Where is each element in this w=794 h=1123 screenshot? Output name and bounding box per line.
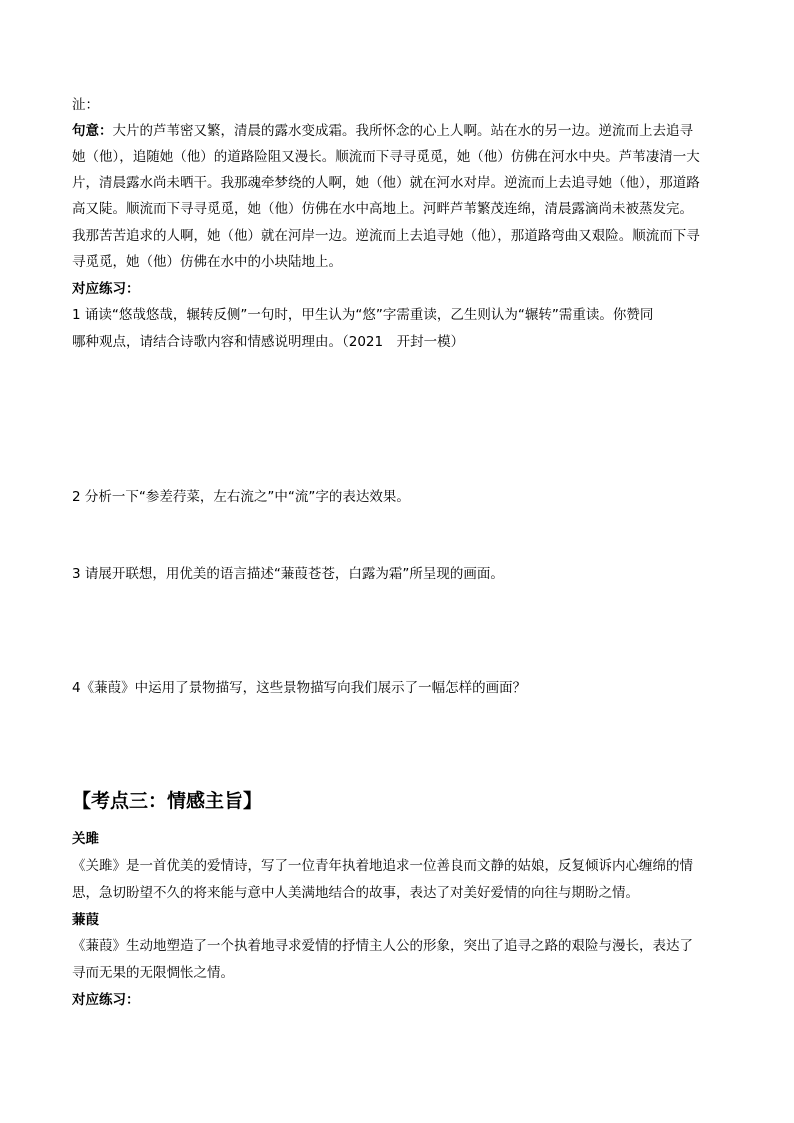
question-3: 3 请展开联想，用优美的语言描述“蒹葭苍苍，白露为霜”所呈现的画面。 [72,566,504,582]
meaning-line-1 [72,122,693,140]
section-heading: 【考点三：情感主旨】 [72,790,263,812]
meaning-label: 句意： [72,123,113,139]
question-2: 2 分析一下“参差荇菜，左右流之”中“流”字的表达效果。 [72,489,410,505]
jianjia-line-2: 寻而无果的无限惆怅之情。 [72,965,234,981]
practice-label: 对应练习： [72,281,140,297]
jianjia-title: 蒹葭 [72,912,99,928]
question-1-line-1: 1 诵读“悠哉悠哉，辗转反侧”一句时，甲生认为“悠”字需重读，乙生则认为“辗转”需重读。你赞同 [72,307,654,323]
meaning-line-6: 寻觅觅，她（他）仿佛在水中的小块陆地上。 [72,254,342,270]
meaning-line-4: 高又陡。顺流而下寻寻觅觅，她（他）仿佛在水中高地上。河畔芦苇繁茂连绵，清晨露滴尚未被蒸发完。 [72,201,693,217]
meaning-line-3: 片，清晨露水尚未晒干。我那魂牵梦绕的人啊，她（他）就在河水对岸。逆流而上去追寻她（他），那道路 [72,175,700,191]
meaning-line-5: 我那苦苦追求的人啊，她（他）就在河岸一边。逆流而上去追寻她（他），那道路弯曲又艰险。顺流而下寻 [72,228,700,244]
meaning-text-1: 大片的芦苇密又繁，清晨的露水变成霜。我所怀念的心上人啊。站在水的另一边。逆流而上去追寻 [112,123,693,139]
practice-label-2: 对应练习： [72,992,140,1008]
question-4: 4《蒹葭》中运用了景物描写，这些景物描写向我们展示了一幅怎样的画面？ [72,680,527,696]
guanju-line-2: 思，急切盼望不久的将来能与意中人美满地结合的故事，表达了对美好爱情的向往与期盼之情。 [72,885,639,901]
guanju-line-1: 《关雎》是一首优美的爱情诗，写了一位青年执着地追求一位善良而文静的姑娘，反复倾诉内心缠绵的情 [72,858,693,874]
meaning-line-2: 她（他），追随她（他）的道路险阻又漫长。顺流而下寻寻觅觅，她（他）仿佛在河水中央。芦苇凄清一大 [72,149,700,165]
top-fragment: 沚： [72,97,99,113]
guanju-title: 关雎 [72,831,99,847]
jianjia-line-1: 《蒹葭》生动地塑造了一个执着地寻求爱情的抒情主人公的形象，突出了追寻之路的艰险与漫长，表达了 [72,938,693,954]
question-1-line-2: 哪种观点，请结合诗歌内容和情感说明理由。（2021 开封一模） [72,334,465,350]
